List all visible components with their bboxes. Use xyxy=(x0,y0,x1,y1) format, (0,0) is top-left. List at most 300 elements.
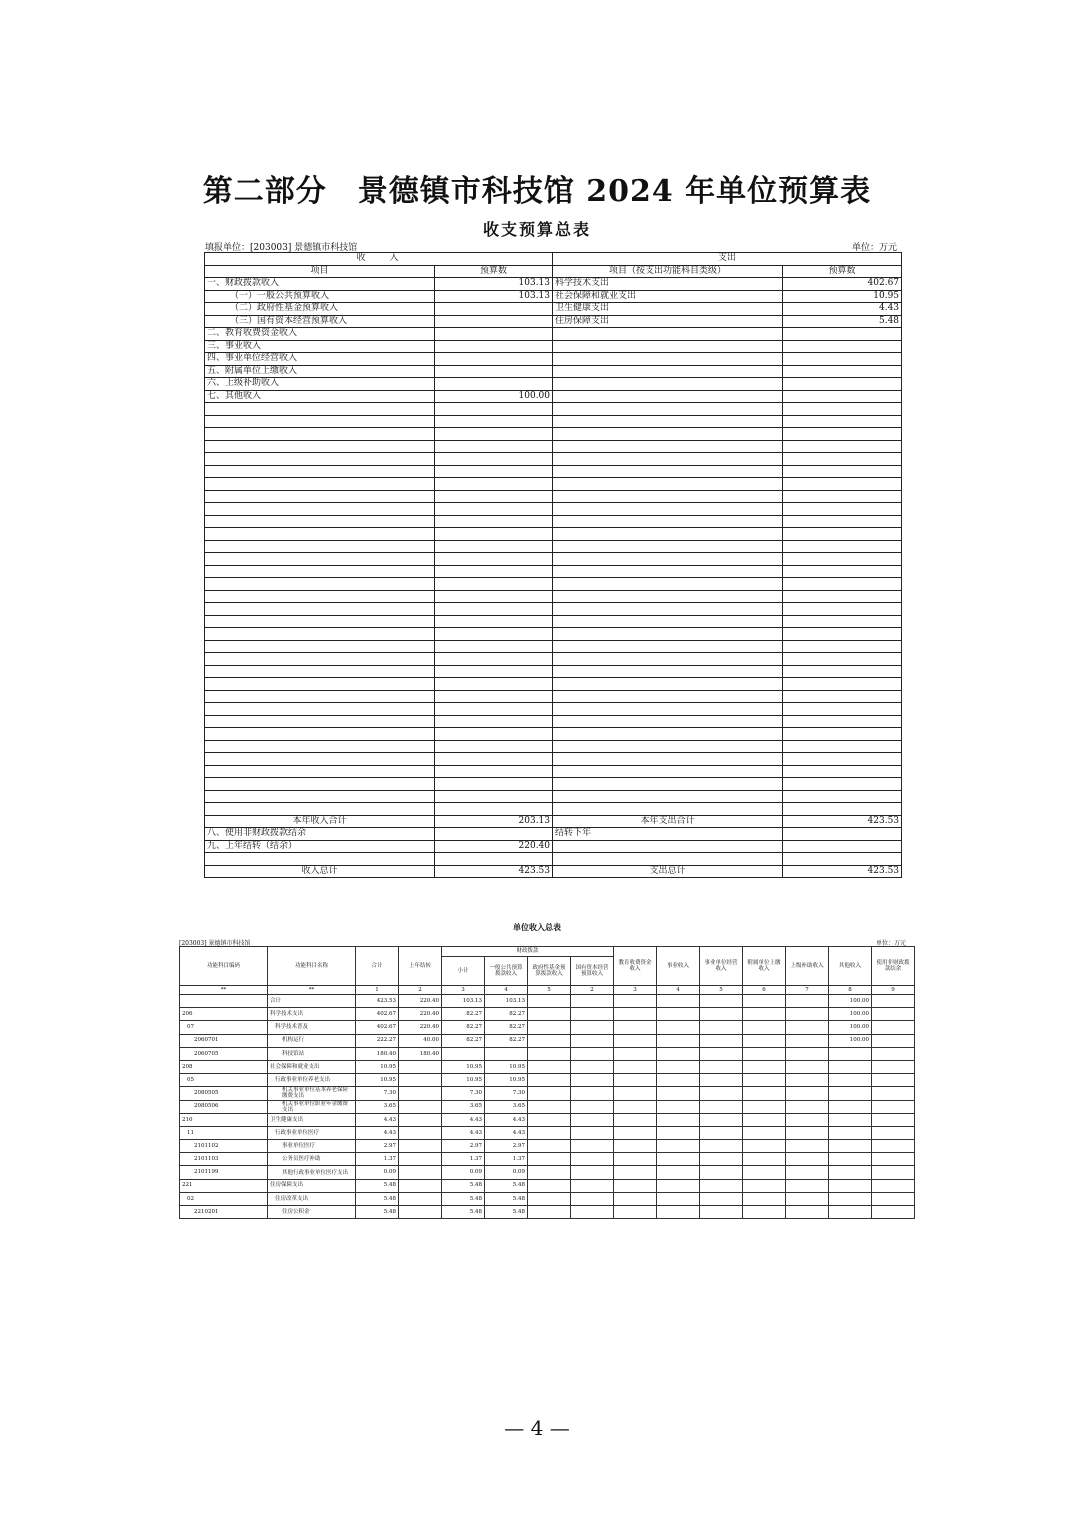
other-income-cell: 100.00 xyxy=(829,1008,872,1021)
empty-cell xyxy=(553,765,783,778)
empty-cell xyxy=(700,1087,743,1100)
table-row xyxy=(180,1126,915,1139)
empty-cell xyxy=(872,1153,915,1166)
empty-cell xyxy=(528,1113,571,1126)
income-item-cell: 六、上级补助收入 xyxy=(205,378,435,391)
empty-cell xyxy=(614,1008,657,1021)
empty-cell xyxy=(435,803,553,816)
empty-cell xyxy=(205,590,435,603)
subtotal-cell: 5.48 xyxy=(442,1206,485,1219)
expense-item-header: 项目（按支出功能科目类级） xyxy=(553,265,783,278)
total-cell: 402.67 xyxy=(356,1021,399,1034)
empty-cell xyxy=(435,665,553,678)
page-title: 第二部分 景德镇市科技馆 2024 年单位预算表 xyxy=(202,174,872,209)
empty-cell xyxy=(571,1008,614,1021)
subtotal-header: 小计 xyxy=(442,957,485,986)
empty-cell xyxy=(743,1206,786,1219)
empty-cell xyxy=(205,578,435,591)
other-income-cell xyxy=(829,1113,872,1126)
empty-cell xyxy=(783,715,902,728)
operating-income-header: 事业单位经营收入 xyxy=(700,947,743,986)
budget-summary-table xyxy=(204,252,902,878)
reporting-unit-label: 填报单位：[203003] 景德镇市科技馆 xyxy=(205,243,358,253)
general-budget-cell: 10.95 xyxy=(485,1074,528,1087)
empty-cell xyxy=(783,415,902,428)
empty-cell xyxy=(435,528,553,541)
empty-cell xyxy=(786,1034,829,1047)
table-row xyxy=(180,1087,915,1100)
prior-carry-cell xyxy=(399,1166,442,1179)
code-cell: 2101103 xyxy=(180,1153,268,1166)
empty-cell xyxy=(700,1047,743,1060)
empty-cell xyxy=(553,628,783,641)
table-row xyxy=(180,1100,915,1113)
empty-cell xyxy=(205,453,435,466)
table-row xyxy=(180,1034,915,1047)
column-index-cell: 4 xyxy=(657,986,700,995)
empty-cell xyxy=(205,415,435,428)
nonfiscal-balance-header: 使用非财政拨款结余 xyxy=(872,947,915,986)
subtotal-cell: 4.43 xyxy=(442,1113,485,1126)
empty-cell xyxy=(205,728,435,741)
empty-cell xyxy=(435,715,553,728)
prior-carry-cell xyxy=(399,1126,442,1139)
expense-value-cell xyxy=(783,378,902,391)
total-cell: 402.67 xyxy=(356,1008,399,1021)
empty-cell xyxy=(205,603,435,616)
income-item-header: 项目 xyxy=(205,265,435,278)
empty-cell xyxy=(786,1100,829,1113)
empty-row xyxy=(205,503,902,516)
empty-cell xyxy=(553,603,783,616)
subtotal-cell: 1.37 xyxy=(442,1153,485,1166)
empty-cell xyxy=(783,590,902,603)
empty-cell xyxy=(553,515,783,528)
empty-cell xyxy=(205,765,435,778)
empty-cell xyxy=(528,1179,571,1192)
empty-row xyxy=(205,690,902,703)
table-header-row xyxy=(205,265,902,278)
code-header: 功能科目编码 xyxy=(180,947,268,986)
empty-row xyxy=(205,715,902,728)
empty-cell xyxy=(553,790,783,803)
column-index-cell: 2 xyxy=(571,986,614,995)
prior-carry-cell xyxy=(399,1087,442,1100)
empty-cell xyxy=(571,1087,614,1100)
code-cell xyxy=(180,995,268,1008)
total-cell: 7.30 xyxy=(356,1087,399,1100)
empty-cell xyxy=(657,1153,700,1166)
empty-cell xyxy=(700,1166,743,1179)
empty-cell xyxy=(783,665,902,678)
table-row xyxy=(180,1021,915,1034)
empty-cell xyxy=(657,1008,700,1021)
total-cell: 423.53 xyxy=(356,995,399,1008)
subtotal-cell: 4.43 xyxy=(442,1126,485,1139)
name-cell: 事业单位医疗 xyxy=(268,1140,356,1153)
empty-row xyxy=(205,603,902,616)
general-budget-cell: 103.13 xyxy=(485,995,528,1008)
prior-carry-value: 220.40 xyxy=(435,840,553,853)
unit-income-title: 单位收入总表 xyxy=(513,922,561,932)
empty-cell xyxy=(553,415,783,428)
prior-carry-cell xyxy=(399,1060,442,1073)
empty-cell xyxy=(657,1087,700,1100)
empty-cell xyxy=(786,1153,829,1166)
name-cell: 科学技术普及 xyxy=(268,1021,356,1034)
table-row xyxy=(180,1047,915,1060)
empty-cell xyxy=(205,440,435,453)
name-cell: 机关事业单位职业年金缴费支出 xyxy=(268,1100,356,1113)
expense-value-cell: 5.48 xyxy=(783,315,902,328)
empty-cell xyxy=(786,1087,829,1100)
code-cell: 05 xyxy=(180,1074,268,1087)
name-cell: 科学技术支出 xyxy=(268,1008,356,1021)
expense-item-cell xyxy=(553,390,783,403)
table-row xyxy=(205,828,902,841)
empty-cell xyxy=(435,678,553,691)
total-cell: 2.97 xyxy=(356,1140,399,1153)
expense-value-cell xyxy=(783,340,902,353)
empty-cell xyxy=(657,1140,700,1153)
empty-cell xyxy=(435,490,553,503)
general-budget-cell: 4.43 xyxy=(485,1113,528,1126)
empty-row xyxy=(205,528,902,541)
table-row xyxy=(180,1153,915,1166)
expense-item-cell xyxy=(553,365,783,378)
empty-cell xyxy=(571,1113,614,1126)
column-index-cell: 5 xyxy=(700,986,743,995)
total-cell: 5.48 xyxy=(356,1206,399,1219)
expense-item-cell xyxy=(553,353,783,366)
empty-cell xyxy=(614,1166,657,1179)
empty-cell xyxy=(743,1140,786,1153)
empty-cell xyxy=(553,728,783,741)
empty-cell xyxy=(783,703,902,716)
empty-row xyxy=(205,490,902,503)
empty-cell xyxy=(700,1034,743,1047)
code-cell: 2101102 xyxy=(180,1140,268,1153)
general-budget-cell: 0.09 xyxy=(485,1166,528,1179)
income-item-cell: （三）国有资本经营预算收入 xyxy=(205,315,435,328)
empty-cell xyxy=(571,1153,614,1166)
empty-cell xyxy=(528,1153,571,1166)
empty-cell xyxy=(657,1060,700,1073)
empty-row xyxy=(205,553,902,566)
table-row xyxy=(180,1166,915,1179)
income-value-cell xyxy=(435,303,553,316)
empty-cell xyxy=(435,690,553,703)
empty-cell xyxy=(700,1140,743,1153)
subsidy-income-header: 上级补助收入 xyxy=(786,947,829,986)
general-budget-cell: 1.37 xyxy=(485,1153,528,1166)
empty-cell xyxy=(786,1166,829,1179)
prior-carry-cell xyxy=(399,1153,442,1166)
income-value-cell: 100.00 xyxy=(435,390,553,403)
name-cell: 公务员医疗补助 xyxy=(268,1153,356,1166)
table-row xyxy=(205,328,902,341)
total-cell: 4.43 xyxy=(356,1126,399,1139)
prior-carry-cell xyxy=(399,1179,442,1192)
empty-cell xyxy=(205,665,435,678)
income-item-cell: 七、其他收入 xyxy=(205,390,435,403)
empty-row xyxy=(205,790,902,803)
empty-cell xyxy=(872,1087,915,1100)
empty-cell xyxy=(553,428,783,441)
general-budget-cell: 10.95 xyxy=(485,1060,528,1073)
empty-row xyxy=(205,428,902,441)
empty-row xyxy=(205,703,902,716)
empty-cell xyxy=(571,1126,614,1139)
empty-row xyxy=(205,465,902,478)
expense-item-cell: 科学技术支出 xyxy=(553,278,783,291)
column-index-cell: 6 xyxy=(743,986,786,995)
empty-cell xyxy=(205,790,435,803)
empty-cell xyxy=(743,1087,786,1100)
other-income-cell xyxy=(829,1074,872,1087)
subtotal-cell: 0.09 xyxy=(442,1166,485,1179)
empty-cell xyxy=(657,1100,700,1113)
table-row xyxy=(180,1074,915,1087)
name-cell: 住房改革支出 xyxy=(268,1192,356,1205)
reporting-unit-label: [203003] 景德镇市科技馆 xyxy=(179,940,251,947)
subtotal-cell: 7.30 xyxy=(442,1087,485,1100)
empty-cell xyxy=(435,790,553,803)
empty-cell xyxy=(553,615,783,628)
empty-cell xyxy=(205,653,435,666)
prior-carry-cell: 40.00 xyxy=(399,1034,442,1047)
expense-value-cell: 4.43 xyxy=(783,303,902,316)
expense-header: 支出 xyxy=(553,253,902,266)
empty-cell xyxy=(435,415,553,428)
empty-cell xyxy=(435,478,553,491)
empty-cell xyxy=(743,1100,786,1113)
empty-cell xyxy=(783,478,902,491)
empty-cell xyxy=(205,565,435,578)
empty-cell xyxy=(528,1206,571,1219)
empty-row xyxy=(205,615,902,628)
prior-carry-cell xyxy=(399,1140,442,1153)
empty-cell xyxy=(205,528,435,541)
empty-cell xyxy=(783,603,902,616)
table-header-row xyxy=(205,253,902,266)
empty-cell xyxy=(205,715,435,728)
other-income-cell xyxy=(829,1100,872,1113)
empty-cell xyxy=(700,1206,743,1219)
empty-cell xyxy=(435,778,553,791)
general-budget-cell xyxy=(485,1047,528,1060)
empty-cell xyxy=(783,803,902,816)
income-value-cell: 103.13 xyxy=(435,290,553,303)
empty-cell xyxy=(205,553,435,566)
empty-cell xyxy=(783,740,902,753)
expense-item-cell: 社会保障和就业支出 xyxy=(553,290,783,303)
carry-next-year-label: 结转下年 xyxy=(553,828,783,841)
subtotal-cell: 10.95 xyxy=(442,1060,485,1073)
empty-cell xyxy=(205,803,435,816)
income-total-label: 收入总计 xyxy=(205,865,435,878)
empty-row xyxy=(205,803,902,816)
subtotal-cell: 2.97 xyxy=(442,1140,485,1153)
empty-cell xyxy=(783,428,902,441)
empty-row xyxy=(205,640,902,653)
other-income-cell xyxy=(829,1153,872,1166)
general-budget-cell: 82.27 xyxy=(485,1034,528,1047)
total-cell: 10.95 xyxy=(356,1060,399,1073)
name-cell: 科技馆站 xyxy=(268,1047,356,1060)
empty-cell xyxy=(783,553,902,566)
empty-cell xyxy=(872,1166,915,1179)
empty-cell xyxy=(783,540,902,553)
empty-cell xyxy=(783,615,902,628)
column-index-cell: 3 xyxy=(614,986,657,995)
total-cell: 0.09 xyxy=(356,1166,399,1179)
empty-cell xyxy=(743,1008,786,1021)
table-row xyxy=(205,340,902,353)
table-row xyxy=(205,390,902,403)
column-index-cell: ** xyxy=(268,986,356,995)
empty-cell xyxy=(528,1047,571,1060)
empty-cell xyxy=(205,740,435,753)
state-capital-header: 国有资本经营预算收入 xyxy=(571,957,614,986)
table-row xyxy=(205,303,902,316)
column-index-cell: 1 xyxy=(356,986,399,995)
empty-cell xyxy=(435,590,553,603)
empty-cell xyxy=(553,440,783,453)
income-item-cell: 三、事业收入 xyxy=(205,340,435,353)
empty-cell xyxy=(571,1047,614,1060)
empty-cell xyxy=(783,440,902,453)
expense-item-cell: 卫生健康支出 xyxy=(553,303,783,316)
empty-row xyxy=(205,753,902,766)
subtotal-cell xyxy=(442,1047,485,1060)
code-cell: 2080505 xyxy=(180,1087,268,1100)
prior-carry-cell xyxy=(399,1074,442,1087)
empty-cell xyxy=(614,1113,657,1126)
empty-cell xyxy=(205,503,435,516)
empty-cell xyxy=(435,640,553,653)
table-row xyxy=(205,853,902,866)
total-cell: 10.95 xyxy=(356,1074,399,1087)
empty-cell xyxy=(571,1179,614,1192)
empty-cell xyxy=(571,1074,614,1087)
name-cell: 合计 xyxy=(268,995,356,1008)
name-cell: 其他行政事业单位医疗支出 xyxy=(268,1166,356,1179)
empty-cell xyxy=(614,1021,657,1034)
empty-cell xyxy=(205,540,435,553)
column-index-cell: ** xyxy=(180,986,268,995)
empty-cell xyxy=(614,1074,657,1087)
code-cell: 02 xyxy=(180,1192,268,1205)
empty-cell xyxy=(783,653,902,666)
table-row xyxy=(205,315,902,328)
empty-cell xyxy=(743,1126,786,1139)
empty-row xyxy=(205,665,902,678)
empty-cell xyxy=(528,1087,571,1100)
empty-cell xyxy=(872,1047,915,1060)
empty-cell xyxy=(614,1140,657,1153)
table-row xyxy=(205,840,902,853)
empty-cell xyxy=(783,790,902,803)
empty-cell xyxy=(435,540,553,553)
empty-cell xyxy=(657,1074,700,1087)
prior-carry-cell: 220.40 xyxy=(399,995,442,1008)
empty-cell xyxy=(553,490,783,503)
column-index-row xyxy=(180,986,915,995)
expense-budget-header: 预算数 xyxy=(783,265,902,278)
table-row xyxy=(205,290,902,303)
empty-cell xyxy=(553,703,783,716)
empty-cell xyxy=(205,678,435,691)
other-income-cell xyxy=(829,1060,872,1073)
empty-row xyxy=(205,778,902,791)
empty-cell xyxy=(700,1021,743,1034)
empty-cell xyxy=(205,490,435,503)
empty-cell xyxy=(743,1153,786,1166)
empty-cell xyxy=(872,1074,915,1087)
empty-cell xyxy=(553,665,783,678)
expense-value-cell xyxy=(783,390,902,403)
empty-cell xyxy=(435,565,553,578)
income-item-cell: （一）一般公共预算收入 xyxy=(205,290,435,303)
empty-cell xyxy=(553,453,783,466)
empty-cell xyxy=(435,740,553,753)
empty-cell xyxy=(783,465,902,478)
prior-carry-cell xyxy=(399,1100,442,1113)
empty-cell xyxy=(553,590,783,603)
empty-cell xyxy=(614,1060,657,1073)
empty-cell xyxy=(205,428,435,441)
empty-row xyxy=(205,540,902,553)
income-item-cell: 四、事业单位经营收入 xyxy=(205,353,435,366)
code-cell: 2101199 xyxy=(180,1166,268,1179)
empty-cell xyxy=(786,1021,829,1034)
column-index-cell: 4 xyxy=(485,986,528,995)
empty-cell xyxy=(783,453,902,466)
empty-cell xyxy=(783,765,902,778)
empty-cell xyxy=(205,628,435,641)
general-budget-cell: 7.30 xyxy=(485,1087,528,1100)
general-budget-cell: 82.27 xyxy=(485,1008,528,1021)
income-value-cell xyxy=(435,315,553,328)
subtotal-cell: 3.65 xyxy=(442,1100,485,1113)
empty-cell xyxy=(528,1140,571,1153)
currency-unit-label: 单位：万元 xyxy=(852,243,898,253)
empty-row xyxy=(205,765,902,778)
empty-cell xyxy=(553,478,783,491)
other-income-cell xyxy=(829,1140,872,1153)
empty-cell xyxy=(614,1087,657,1100)
empty-cell xyxy=(435,765,553,778)
table-row xyxy=(205,815,902,828)
empty-cell xyxy=(783,528,902,541)
column-index-cell: 7 xyxy=(786,986,829,995)
empty-cell xyxy=(872,1126,915,1139)
name-cell: 住房公积金 xyxy=(268,1206,356,1219)
empty-cell xyxy=(553,678,783,691)
expense-value-cell xyxy=(783,328,902,341)
empty-cell xyxy=(528,1021,571,1034)
empty-row xyxy=(205,440,902,453)
total-cell: 180.40 xyxy=(356,1047,399,1060)
income-header: 收 入 xyxy=(205,253,553,266)
empty-cell xyxy=(553,715,783,728)
empty-cell xyxy=(205,403,435,416)
general-budget-cell: 5.48 xyxy=(485,1192,528,1205)
expense-value-cell xyxy=(783,365,902,378)
other-income-cell xyxy=(829,1192,872,1205)
empty-cell xyxy=(435,453,553,466)
